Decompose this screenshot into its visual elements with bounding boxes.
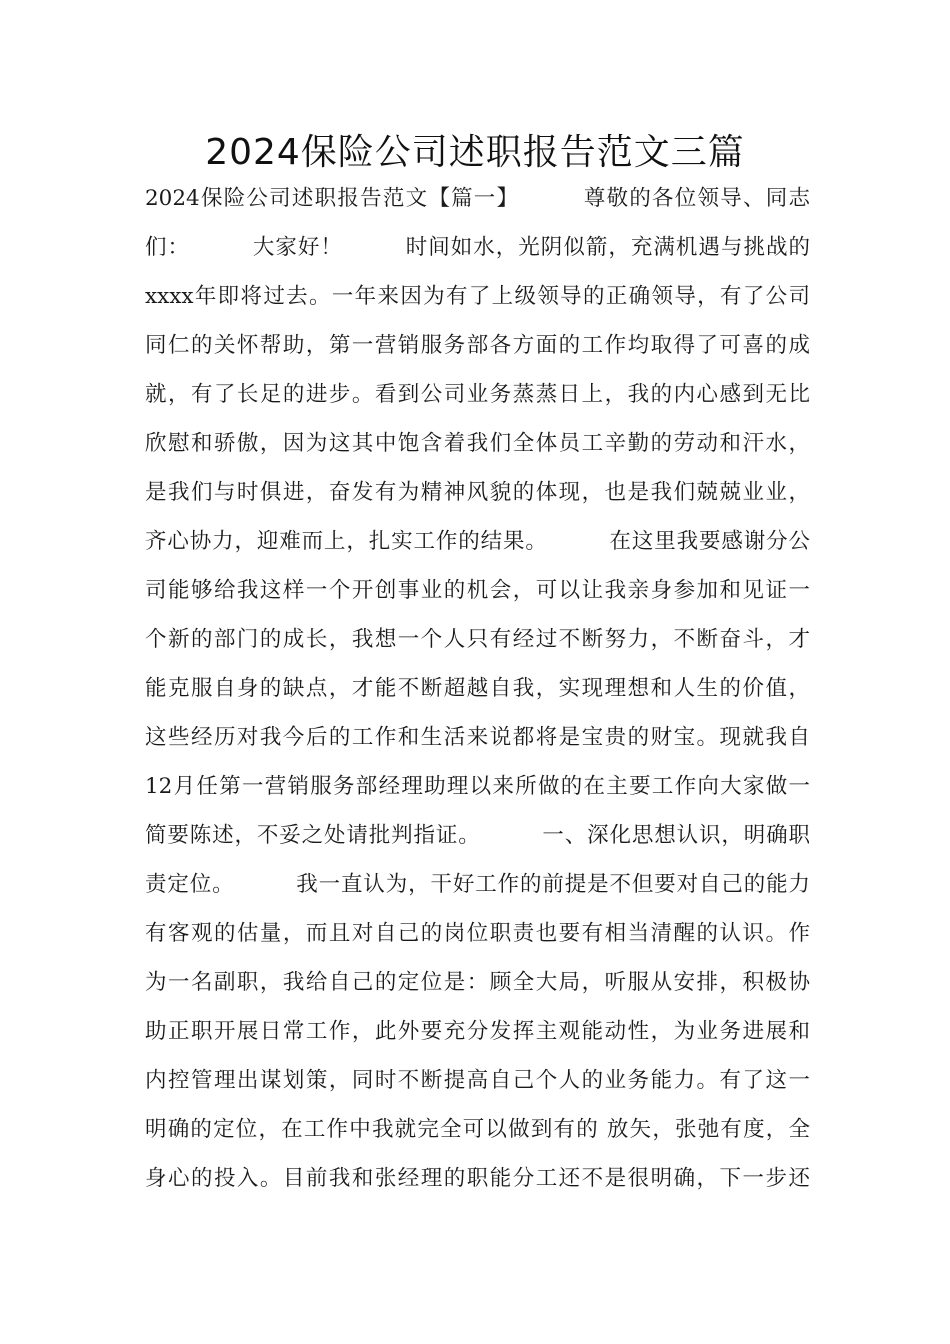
body-line: 身心的投入。目前我和张经理的职能分工还不是很明确，下一步还: [145, 1166, 810, 1191]
body-line: 齐心协力，迎难而上，扎实工作的结果。 在这里我要感谢分公: [145, 529, 810, 554]
body-line: 司能够给我这样一个开创事业的机会，可以让我亲身参加和见证一: [145, 578, 810, 603]
body-line: 助正职开展日常工作，此外要充分发挥主观能动性，为业务进展和: [145, 1019, 810, 1044]
body-line: 明确的定位，在工作中我就完全可以做到有的 放矢，张弛有度，全: [145, 1117, 810, 1142]
body-line: 内控管理出谋划策，同时不断提高自己个人的业务能力。有了这一: [145, 1068, 810, 1093]
document-title: 2024保险公司述职报告范文三篇: [205, 132, 745, 173]
body-line: 是我们与时俱进，奋发有为精神风貌的体现，也是我们兢兢业业，: [145, 480, 810, 505]
body-line: 责定位。 我一直认为，干好工作的前提是不但要对自己的能力: [145, 872, 810, 897]
body-line: 为一名副职，我给自己的定位是：顾全大局，听服从安排，积极协: [145, 970, 810, 995]
body-line: 就，有了长足的进步。看到公司业务蒸蒸日上，我的内心感到无比: [145, 382, 810, 407]
body-line: 这些经历对我今后的工作和生活来说都将是宝贵的财宝。现就我自: [145, 725, 810, 750]
body-line: 有客观的估量，而且对自己的岗位职责也要有相当清醒的认识。作: [145, 921, 810, 946]
body-line: 欣慰和骄傲，因为这其中饱含着我们全体员工辛勤的劳动和汗水，: [145, 431, 810, 456]
body-line: 同仁的关怀帮助，第一营销服务部各方面的工作均取得了可喜的成: [145, 333, 810, 358]
body-line: 个新的部门的成长，我想一个人只有经过不断努力，不断奋斗，才: [145, 627, 810, 652]
body-line: 12月任第一营销服务部经理助理以来所做的在主要工作向大家做一: [145, 774, 810, 799]
body-line: xxxx年即将过去。一年来因为有了上级领导的正确领导，有了公司: [145, 284, 810, 309]
body-line: 简要陈述，不妥之处请批判指证。 一、深化思想认识，明确职: [145, 823, 810, 848]
body-line: 能克服自身的缺点，才能不断超越自我，实现理想和人生的价值，: [145, 676, 810, 701]
body-line: 2024保险公司述职报告范文【篇一】 尊敬的各位领导、同志: [145, 186, 810, 211]
body-line: 们： 大家好！ 时间如水，光阴似箭，充满机遇与挑战的: [145, 235, 810, 260]
